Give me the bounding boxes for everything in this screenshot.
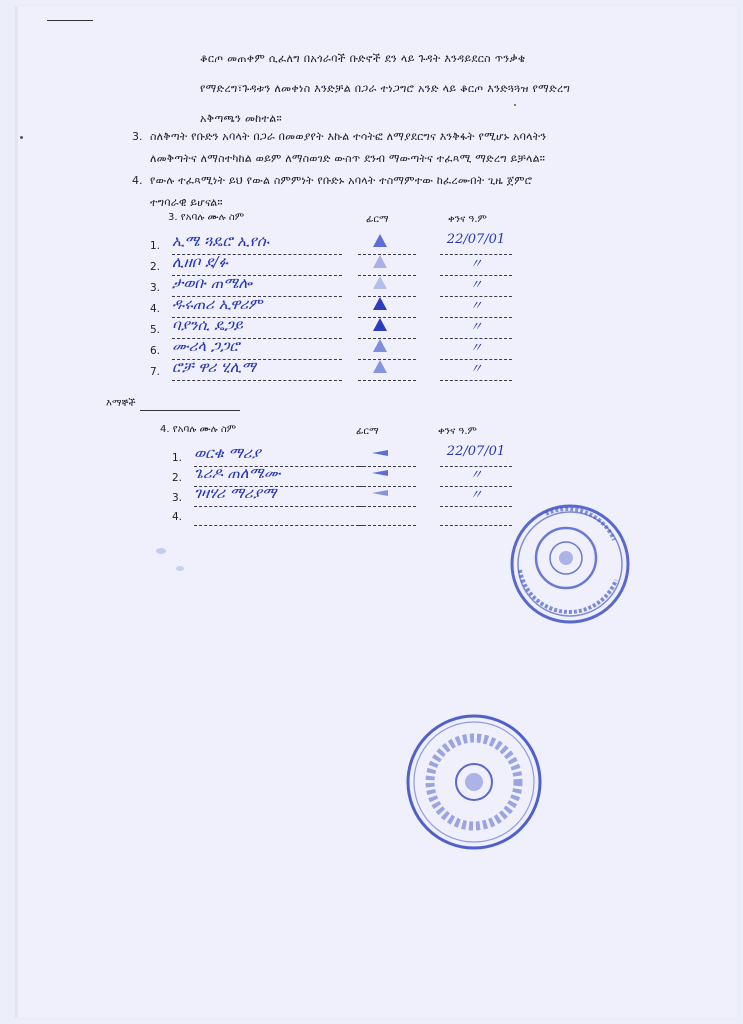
member-date: 〃: [440, 295, 512, 318]
member-date: 〃: [440, 316, 512, 339]
header-signature: ፊርማ: [356, 426, 379, 437]
member-date: 〃: [440, 274, 512, 297]
member-name: ዱሩጠሪ ኢዋሪም: [172, 295, 342, 318]
fingerprint-mark: [372, 234, 388, 248]
header-date: ቀንና ዓ.ም: [448, 214, 487, 225]
ink-smudge: [176, 566, 184, 571]
row-number: 4.: [150, 303, 161, 315]
row-number: 6.: [150, 345, 161, 357]
speck: [20, 136, 23, 139]
row-number: 1.: [150, 240, 161, 252]
signature-field: [358, 519, 416, 526]
clause-number: 3.: [132, 130, 143, 143]
clause-line: ተግባራዊ ይሆናል።: [150, 196, 223, 209]
witness-name: ገዛሃሪ ማሪያማ: [194, 484, 364, 507]
witness-date: [440, 503, 512, 526]
signature-mark: [372, 466, 388, 480]
row-number: 2.: [172, 472, 183, 484]
member-name: ሮቻ ዋሪ ሂሊማ: [172, 358, 342, 381]
signature-field: [358, 311, 416, 318]
official-stamp-icon: [402, 710, 546, 854]
intro-line: አቅጣጫን መከተል።: [200, 112, 282, 125]
fingerprint-mark: [372, 276, 388, 290]
intro-line: ቆርጦ መጠቀም ሲፈለግ በአጎራባች ቡድኖች ደን ላይ ጉዳት እንዳይደርስ ጥንቃቄ: [200, 52, 526, 65]
signature-field: [358, 269, 416, 276]
witness-name: ጌሪዶ ጠለሜሙ: [194, 464, 364, 487]
member-date: 〃: [440, 337, 512, 360]
witness-date: 22/07/01: [440, 444, 512, 467]
row-number: 4.: [172, 511, 183, 523]
witnesses-underline: [140, 410, 240, 411]
row-number: 1.: [172, 452, 183, 464]
clause-line: የውሉ ተፈጻሚነት ይህ የውል ስምምነት የቡድኑ አባላት ተስማምተው ከፈረሙበት ጊዜ ጀምሮ: [150, 174, 533, 187]
signature-field: [358, 374, 416, 381]
header-name: 4. የአባሉ ሙሉ ስም: [160, 424, 237, 435]
table-row: [172, 509, 552, 529]
member-date: 〃: [440, 253, 512, 276]
clause-line: ለመቅጣትና ለማስተካከል ወይም ለማስወገድ ውስጥ ደንብ ማውጣትና ተፈጻሚ ማድረግ ይቻላል።: [150, 152, 546, 165]
fingerprint-mark: [372, 318, 388, 332]
intro-paragraph: [200, 44, 680, 134]
member-date: 〃: [440, 358, 512, 381]
member-date: 22/07/01: [440, 232, 512, 255]
fingerprint-mark: [372, 360, 388, 374]
member-name: ሊዘቦ ደ/ፉ: [172, 253, 342, 276]
witness-date: 〃: [440, 484, 512, 507]
witnesses-label: እማኞች: [106, 398, 136, 409]
signature-field: [358, 332, 416, 339]
corner-rule: [47, 20, 93, 21]
member-name: ባያንሲ ዴጋይ: [172, 316, 342, 339]
header-date: ቀንና ዓ.ም: [438, 426, 477, 437]
member-name: ታወቡ ጠሜሎ: [172, 274, 342, 297]
fingerprint-mark: [372, 255, 388, 269]
table-row: [150, 358, 530, 384]
signature-mark: [372, 486, 388, 500]
ink-smudge: [156, 548, 166, 554]
signature-field: [358, 248, 416, 255]
signature-field: [358, 290, 416, 297]
clause-number: 4.: [132, 174, 143, 187]
signature-mark: [372, 446, 388, 460]
signature-field: [358, 353, 416, 360]
witness-name: [194, 503, 364, 526]
row-number: 7.: [150, 366, 161, 378]
fingerprint-mark: [372, 297, 388, 311]
witness-name: ወርቁ ማሪያ: [194, 444, 364, 467]
witness-date: 〃: [440, 464, 512, 487]
header-name: 3. የአባሉ ሙሉ ስም: [168, 212, 245, 223]
intro-line: የማድረግ፣ጉዳቱን ለመቀነስ እንድቻል በጋራ ተነጋግሮ አንድ ላይ ቆርጦ እንድጓጓዝ የማድረግ: [200, 82, 571, 95]
row-number: 3.: [172, 492, 183, 504]
fingerprint-mark: [372, 339, 388, 353]
row-number: 3.: [150, 282, 161, 294]
signature-field: [358, 500, 416, 507]
official-stamp-icon: [506, 500, 634, 628]
row-number: 5.: [150, 324, 161, 336]
clause-line: ስለቅጣት የቡድን አባላት በጋራ በመወያየት እኩል ተሳትፎ ለማያደርግና እንቅፋት የሚሆኑ አባላትን: [150, 130, 547, 143]
header-signature: ፊርማ: [366, 214, 389, 225]
row-number: 2.: [150, 261, 161, 273]
member-name: ሙሪላ ጋጋሮ: [172, 337, 342, 360]
member-name: ኢሜ ጓዴሮ ኢየሱ: [172, 232, 342, 255]
